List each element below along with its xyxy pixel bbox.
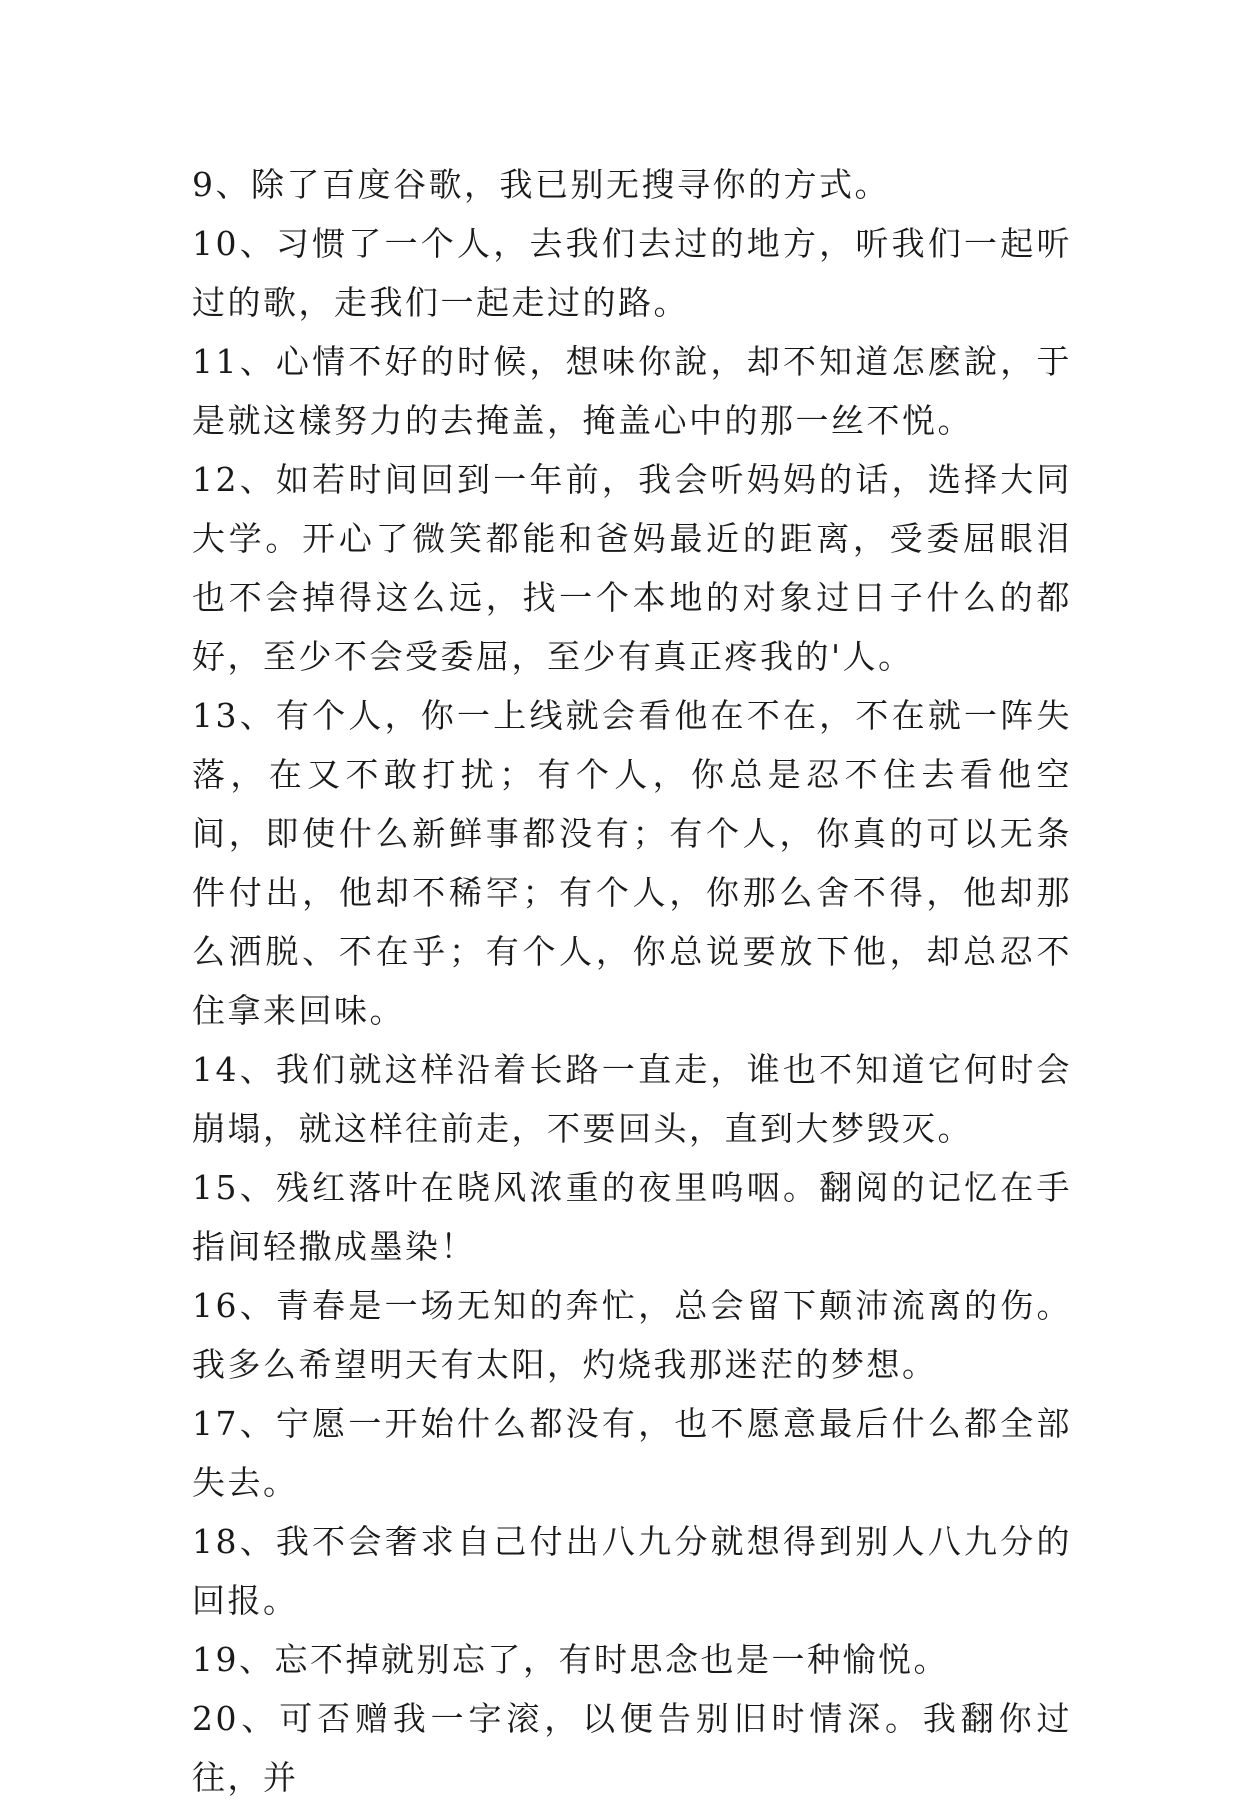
paragraph-12: 12、如若时间回到一年前，我会听妈妈的话，选择大同大学。开心了微笑都能和爸妈最近的距离，受委屈眼泪也不会掉得这么远，找一个本地的对象过日子什么的都好，至少不会受委屈，至少有真正疼我的'人。 [192, 460, 1072, 676]
paragraph-17: 17、宁愿一开始什么都没有，也不愿意最后什么都全部失去。 [192, 1404, 1072, 1502]
paragraph-18: 18、我不会奢求自己付出八九分就想得到别人八九分的回报。 [192, 1522, 1072, 1620]
document-body [192, 155, 1072, 1807]
paragraph-10: 10、习惯了一个人，去我们去过的地方，听我们一起听过的歌，走我们一起走过的路。 [192, 224, 1072, 322]
paragraph-9: 9、除了百度谷歌，我已别无搜寻你的方式。 [192, 165, 890, 204]
paragraph-13: 13、有个人，你一上线就会看他在不在，不在就一阵失落，在又不敢打扰；有个人，你总是忍不住去看他空间，即使什么新鲜事都没有；有个人，你真的可以无条件付出，他却不稀罕；有个人，你那么舍不得，他却那么洒脱、不在乎；有个人，你总说要放下他，却总忍不住拿来回味。 [192, 696, 1072, 1030]
paragraph-11: 11、心情不好的时候，想味你說，却不知道怎麽說，于是就这樣努力的去掩盖，掩盖心中的那一丝不悦。 [192, 342, 1072, 440]
paragraph-19: 19、忘不掉就别忘了，有时思念也是一种愉悦。 [192, 1640, 949, 1679]
paragraph-15: 15、残红落叶在晓风浓重的夜里呜咽。翻阅的记忆在手指间轻撒成墨染！ [192, 1168, 1072, 1266]
paragraph-14: 14、我们就这样沿着长路一直走，谁也不知道它何时会崩塌，就这样往前走，不要回头，直到大梦毁灭。 [192, 1050, 1072, 1148]
paragraph-20: 20、可否赠我一字滚，以便告别旧时情深。我翻你过往，并 [192, 1699, 1072, 1797]
paragraph-16: 16、青春是一场无知的奔忙，总会留下颠沛流离的伤。我多么希望明天有太阳，灼烧我那迷茫的梦想。 [192, 1286, 1072, 1384]
